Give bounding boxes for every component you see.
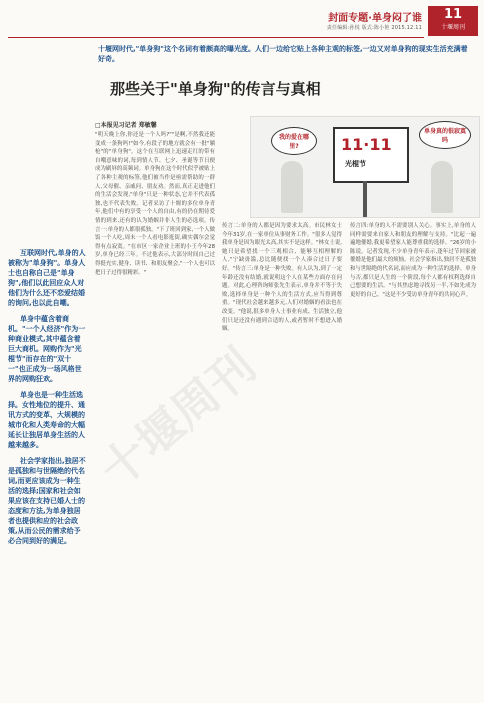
billboard-number: 11·11 (341, 135, 392, 154)
cartoon-figure-left (281, 161, 303, 213)
sidebar-paragraph: 单身也是一种生活选择。女性地位的提升、通讯方式的变革、大规模的城市化和人类寿命的大幅延长让独居单身生活的人越来越多。 (8, 391, 85, 449)
body-column-2: 传言二:单身的人都是因为要求太高。市民林女士今年31岁,在一家单位从事财务工作。"很多人觉得我单身是因为眼光太高,其实不是这样。"林女士说,她只是希望找一个三观相合、能够互相理解的人,"宁缺毋滥,总比随便找一个人凑合过日子要好。"传言三:单身是一种失败。有人认为,到了一定年龄还没有结婚,就说明这个人在某些方面存在问题。对此,心理咨询师张先生表示,单身并不等于失败,选择单身是一种个人的生活方式,应当得到尊重。"现代社会越来越多元,人们对婚姻的看法也在改变。"他说,很多单身人士事业有成、生活独立,他们只是还没有遇到合适的人,或者暂时不想进入婚姻。 (222, 223, 342, 333)
page-header (0, 0, 484, 40)
sidebar-paragraph: 单身中蕴含着商机。"一个人经济"作为一种商业模式,其中蕴含着巨大商机。网购作为"光棍节"而存在的"双十一"也正成为一场风格世界的网购狂欢。 (8, 315, 86, 383)
body-column-1: "明天晚上你,你还是一个人吗?""是啊,不然我还能变成一条狗吗!"如今,有段子的地方就会有一批"躺枪"的"单身狗"。这个在互联网上迅速走红的带有自嘲意味的词,每到情人节、七夕、圣诞等节日便成为刷屏的高频词。单身狗在这个时代似乎被贴上了各种主观的标签,他们被当作是亟需帮助的一群人,父母催、亲戚问、朋友劝。然而,真正走进他们的生活会发现,"单身"只是一种状态,它并不代表孤独,也不代表失败。记者采访了十堰的多位单身青年,他们中有的享受一个人的自由,有的仍在期待爱情的到来,还有的认为婚姻并非人生的必选项。传言一:单身的人都很孤独。"下了班回到家,一个人做饭一个人吃,周末一个人看电影逛街,确实偶尔会觉得有点寂寞。"在市区一家企业上班的小王今年28岁,单身已经三年。不过他表示,大部分时间自己过得挺充实,健身、读书、和朋友聚会,"一个人也可以把日子过得很精彩。" (95, 132, 215, 276)
editor-meta: 责任编辑:孙悦 版式:陈小艳 2015.12.11 (326, 25, 422, 31)
header-divider (8, 37, 424, 38)
body-column-3: 传言四:单身的人不需要别人关心。事实上,单身的人同样需要来自家人和朋友的理解与支持。"比起一遍遍地催婚,我更希望家人能尊重我的选择。"26岁的小陈说。记者发现,不少单身青年表示,逢年过节回家被催婚是他们最大的烦恼。社会学家指出,独居不是孤独和与世隔绝的代名词,而应成为一种生活的选择。单身与否,都只是人生的一个阶段,每个人都有权利选择自己想要的生活。"与其焦虑地寻找另一半,不如先成为更好的自己。"这是不少受访单身青年的共同心声。 (350, 223, 476, 298)
publication-name: 十堰周刊 (440, 24, 465, 31)
byline: □本报见习记者 郑敏馨 (95, 122, 157, 129)
speech-bubble-right: 单身真的很寂寞吗 (419, 121, 471, 149)
billboard-text: 光棍节 (345, 160, 366, 168)
page-number: 11 (443, 7, 463, 22)
article-headline: 那些关于"单身狗"的传言与真相 (110, 80, 321, 98)
billboard-stand (363, 181, 367, 217)
lead-paragraph: 十堰网时代,"单身狗"这个名词有着颇高的曝光度。人们一边给它贴上各种主观的标签,一边又对单身狗的现实生活充满着好奇。 (98, 45, 468, 63)
sidebar-paragraph: 互联网时代,单身的人被称为"单身狗"。单身人士也自称自己是"单身狗",他们以此回应众人对他们为什么还不恋爱结婚的询问,也以此自嘲。 (8, 249, 86, 307)
page-number-box (428, 6, 478, 36)
cartoon-illustration (250, 116, 480, 218)
sidebar-paragraph: 社会学家指出,独居不是孤独和与世隔绝的代名词,而更应该成为一种生活的选择;国家和社会如果应该在支持已婚人士的态度和方法,为单身独居者也提供和应的社会政策,从而公民的需求给予必合同到好的满足。 (8, 457, 86, 545)
section-title: 封面专题·单身闷了谁 (328, 13, 422, 24)
billboard (333, 127, 409, 183)
watermark: 十堰周刊 (90, 338, 266, 498)
speech-bubble-left: 我的爱在哪里? (271, 127, 317, 155)
cartoon-figure-right (431, 161, 453, 213)
sidebar-summary (8, 248, 86, 552)
